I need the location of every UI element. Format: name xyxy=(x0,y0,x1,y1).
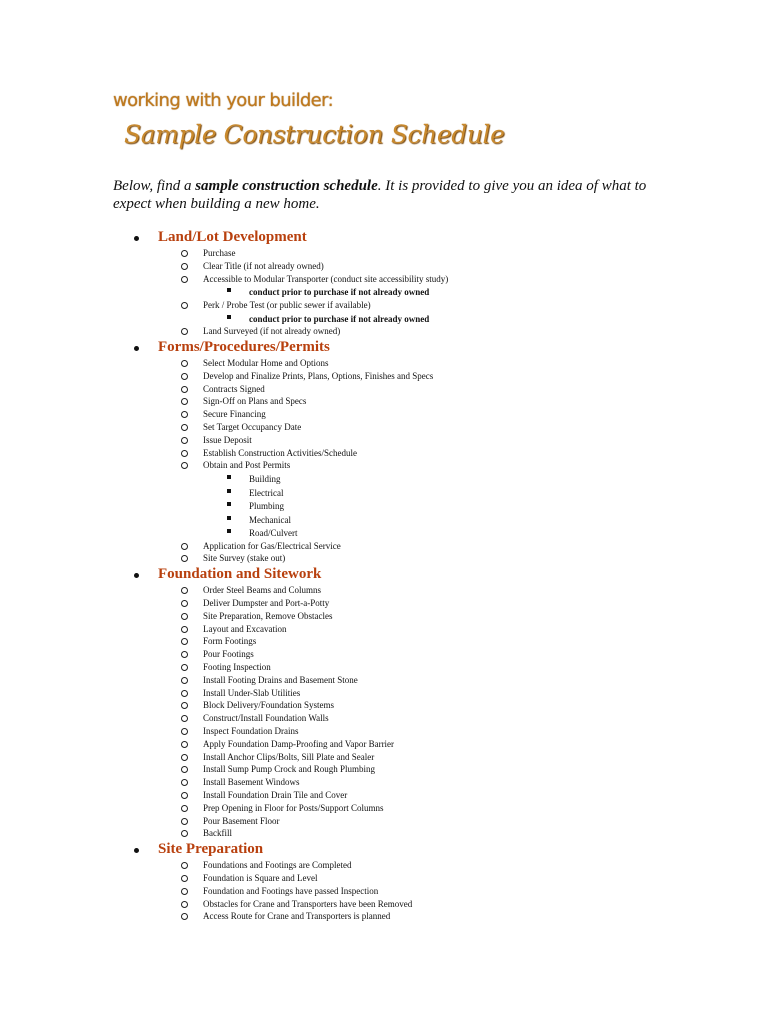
list-item xyxy=(0,460,768,473)
sub-list-item-text: Mechanical xyxy=(249,514,291,525)
sub-list-item xyxy=(0,527,768,541)
sub-list-item-text: conduct prior to purchase if not already owned xyxy=(249,313,430,324)
bullet-circle-icon xyxy=(181,702,188,709)
bullet-circle-icon xyxy=(181,450,188,457)
bullet-circle-icon xyxy=(181,462,188,469)
list-item-text: Backfill xyxy=(203,828,232,839)
list-item xyxy=(0,248,768,261)
sub-list-item-text: conduct prior to purchase if not already owned xyxy=(249,287,430,298)
bullet-circle-icon xyxy=(181,754,188,761)
list-item-text: Site Survey (stake out) xyxy=(203,553,286,564)
bullet-circle-icon xyxy=(181,792,188,799)
bullet-circle-icon xyxy=(181,555,188,562)
page-title: Sample Construction Schedule xyxy=(124,120,505,149)
bullet-circle-icon xyxy=(181,411,188,418)
bullet-circle-icon xyxy=(181,276,188,283)
bullet-circle-icon xyxy=(181,805,188,812)
section-title: Forms/Procedures/Permits xyxy=(158,338,330,355)
list-item-text: Clear Title (if not already owned) xyxy=(203,260,324,271)
bullet-circle-icon xyxy=(181,690,188,697)
list-item xyxy=(0,739,768,752)
bullet-circle-icon xyxy=(181,651,188,658)
list-item xyxy=(0,649,768,662)
list-item xyxy=(0,435,768,448)
list-item-text: Pour Basement Floor xyxy=(203,815,280,826)
list-item-text: Construct/Install Foundation Walls xyxy=(203,713,329,724)
sub-list-item xyxy=(0,286,768,300)
list-item xyxy=(0,713,768,726)
bullet-circle-icon xyxy=(181,913,188,920)
intro-bold: sample construction schedule xyxy=(195,178,378,194)
bullet-circle-icon xyxy=(181,373,188,380)
bullet-square-icon xyxy=(227,288,231,292)
list-item xyxy=(0,384,768,397)
bullet-circle-icon xyxy=(181,328,188,335)
list-item xyxy=(0,422,768,435)
list-item xyxy=(0,662,768,675)
bullet-dot-icon xyxy=(134,573,139,578)
list-item xyxy=(0,409,768,422)
bullet-square-icon xyxy=(227,315,231,319)
list-item-text: Obtain and Post Permits xyxy=(203,460,291,471)
list-item-text: Pour Footings xyxy=(203,649,254,660)
list-item xyxy=(0,911,768,924)
bullet-circle-icon xyxy=(181,779,188,786)
section-heading xyxy=(0,841,768,860)
list-item xyxy=(0,553,768,566)
list-item-text: Deliver Dumpster and Port-a-Potty xyxy=(203,598,330,609)
section-heading xyxy=(0,339,768,358)
bullet-circle-icon xyxy=(181,587,188,594)
list-item-text: Inspect Foundation Drains xyxy=(203,726,299,737)
bullet-circle-icon xyxy=(181,600,188,607)
list-item xyxy=(0,886,768,899)
list-item-text: Block Delivery/Foundation Systems xyxy=(203,700,334,711)
list-item xyxy=(0,700,768,713)
list-item-text: Install Footing Drains and Basement Stone xyxy=(203,674,358,685)
bullet-circle-icon xyxy=(181,437,188,444)
list-item-text: Contracts Signed xyxy=(203,383,265,394)
section-title: Site Preparation xyxy=(158,841,264,858)
bullet-circle-icon xyxy=(181,862,188,869)
bullet-circle-icon xyxy=(181,398,188,405)
list-item-text: Apply Foundation Damp-Proofing and Vapor Barrier xyxy=(203,738,395,749)
list-item xyxy=(0,371,768,384)
bullet-circle-icon xyxy=(181,830,188,837)
list-item-text: Foundation and Footings have passed Inspection xyxy=(203,885,379,896)
list-item xyxy=(0,816,768,829)
list-item-text: Footing Inspection xyxy=(203,662,271,673)
list-item xyxy=(0,764,768,777)
list-item xyxy=(0,358,768,371)
list-item-text: Set Target Occupancy Date xyxy=(203,421,302,432)
list-item-text: Land Surveyed (if not already owned) xyxy=(203,326,341,337)
list-item xyxy=(0,541,768,554)
list-item xyxy=(0,726,768,739)
list-item-text: Prep Opening in Floor for Posts/Support Columns xyxy=(203,802,384,813)
list-item-text: Access Route for Crane and Transporters is planned xyxy=(203,911,391,922)
list-item-text: Secure Financing xyxy=(203,409,266,420)
list-item-text: Develop and Finalize Prints, Plans, Options, Finishes and Specs xyxy=(203,370,434,381)
bullet-square-icon xyxy=(227,516,231,520)
list-item xyxy=(0,675,768,688)
sub-list-item xyxy=(0,514,768,528)
list-item-text: Issue Deposit xyxy=(203,434,252,445)
bullet-circle-icon xyxy=(181,360,188,367)
list-item-text: Site Preparation, Remove Obstacles xyxy=(203,610,333,621)
section-title: Foundation and Sitework xyxy=(158,566,322,583)
section-heading xyxy=(0,566,768,585)
sub-list-item-text: Building xyxy=(249,474,281,485)
list-item xyxy=(0,624,768,637)
list-item xyxy=(0,274,768,287)
list-item-text: Form Footings xyxy=(203,636,257,647)
list-item-text: Install Sump Pump Crock and Rough Plumbing xyxy=(203,764,376,775)
list-item xyxy=(0,585,768,598)
list-item xyxy=(0,326,768,339)
bullet-circle-icon xyxy=(181,766,188,773)
bullet-circle-icon xyxy=(181,728,188,735)
bullet-circle-icon xyxy=(181,875,188,882)
intro-paragraph xyxy=(113,177,683,213)
bullet-circle-icon xyxy=(181,626,188,633)
sub-list-item-text: Electrical xyxy=(249,487,284,498)
list-item xyxy=(0,611,768,624)
list-item xyxy=(0,396,768,409)
bullet-circle-icon xyxy=(181,888,188,895)
list-item-text: Install Basement Windows xyxy=(203,777,300,788)
list-item-text: Install Foundation Drain Tile and Cover xyxy=(203,790,348,800)
bullet-dot-icon xyxy=(134,236,139,241)
bullet-square-icon xyxy=(227,529,231,533)
list-item xyxy=(0,752,768,765)
list-item xyxy=(0,300,768,313)
header-subtitle: working with your builder: xyxy=(113,90,334,111)
section-title: Land/Lot Development xyxy=(158,229,307,245)
list-item-text: Application for Gas/Electrical Service xyxy=(203,540,341,551)
list-item-text: Purchase xyxy=(203,248,236,258)
bullet-circle-icon xyxy=(181,715,188,722)
bullet-square-icon xyxy=(227,489,231,493)
bullet-circle-icon xyxy=(181,613,188,620)
list-item xyxy=(0,790,768,803)
bullet-circle-icon xyxy=(181,250,188,257)
list-item xyxy=(0,636,768,649)
list-item-text: Order Steel Beams and Columns xyxy=(203,585,321,596)
sub-list-item xyxy=(0,313,768,327)
list-item xyxy=(0,598,768,611)
list-item-text: Install Anchor Clips/Bolts, Sill Plate and Sealer xyxy=(203,751,375,762)
bullet-circle-icon xyxy=(181,263,188,270)
bullet-dot-icon xyxy=(134,848,139,853)
list-item xyxy=(0,688,768,701)
intro-suffix: . It is provided to give you an idea of what to expect when building a new home. xyxy=(113,178,647,212)
bullet-circle-icon xyxy=(181,424,188,431)
list-item-text: Layout and Excavation xyxy=(203,623,287,634)
sub-list-item xyxy=(0,500,768,514)
sub-list-item-text: Road/Culvert xyxy=(249,528,298,539)
list-item xyxy=(0,261,768,274)
bullet-circle-icon xyxy=(181,664,188,671)
bullet-square-icon xyxy=(227,475,231,479)
sub-list-item-text: Plumbing xyxy=(249,501,285,512)
schedule-outline xyxy=(0,229,768,924)
bullet-circle-icon xyxy=(181,638,188,645)
list-item-text: Sign-Off on Plans and Specs xyxy=(203,396,307,407)
list-item-text: Foundation is Square and Level xyxy=(203,872,318,883)
bullet-circle-icon xyxy=(181,386,188,393)
sub-list-item xyxy=(0,473,768,487)
list-item-text: Accessible to Modular Transporter (conduct site accessibility study) xyxy=(203,273,449,284)
sub-list-item xyxy=(0,487,768,501)
list-item xyxy=(0,860,768,873)
bullet-circle-icon xyxy=(181,302,188,309)
list-item-text: Establish Construction Activities/Schedule xyxy=(203,447,357,458)
bullet-square-icon xyxy=(227,502,231,506)
list-item-text: Install Under-Slab Utilities xyxy=(203,687,301,698)
list-item-text: Obstacles for Crane and Transporters have been Removed xyxy=(203,898,413,909)
bullet-circle-icon xyxy=(181,741,188,748)
section-heading xyxy=(0,229,768,248)
bullet-circle-icon xyxy=(181,677,188,684)
list-item-text: Foundations and Footings are Completed xyxy=(203,860,352,871)
list-item xyxy=(0,828,768,841)
bullet-circle-icon xyxy=(181,818,188,825)
bullet-circle-icon xyxy=(181,543,188,550)
list-item-text: Select Modular Home and Options xyxy=(203,357,329,368)
list-item xyxy=(0,803,768,816)
list-item xyxy=(0,777,768,790)
list-item-text: Perk / Probe Test (or public sewer if available) xyxy=(203,299,371,310)
intro-prefix: Below, find a xyxy=(113,178,196,194)
bullet-dot-icon xyxy=(134,346,139,351)
list-item xyxy=(0,448,768,461)
list-item xyxy=(0,873,768,886)
list-item xyxy=(0,899,768,912)
bullet-circle-icon xyxy=(181,901,188,908)
